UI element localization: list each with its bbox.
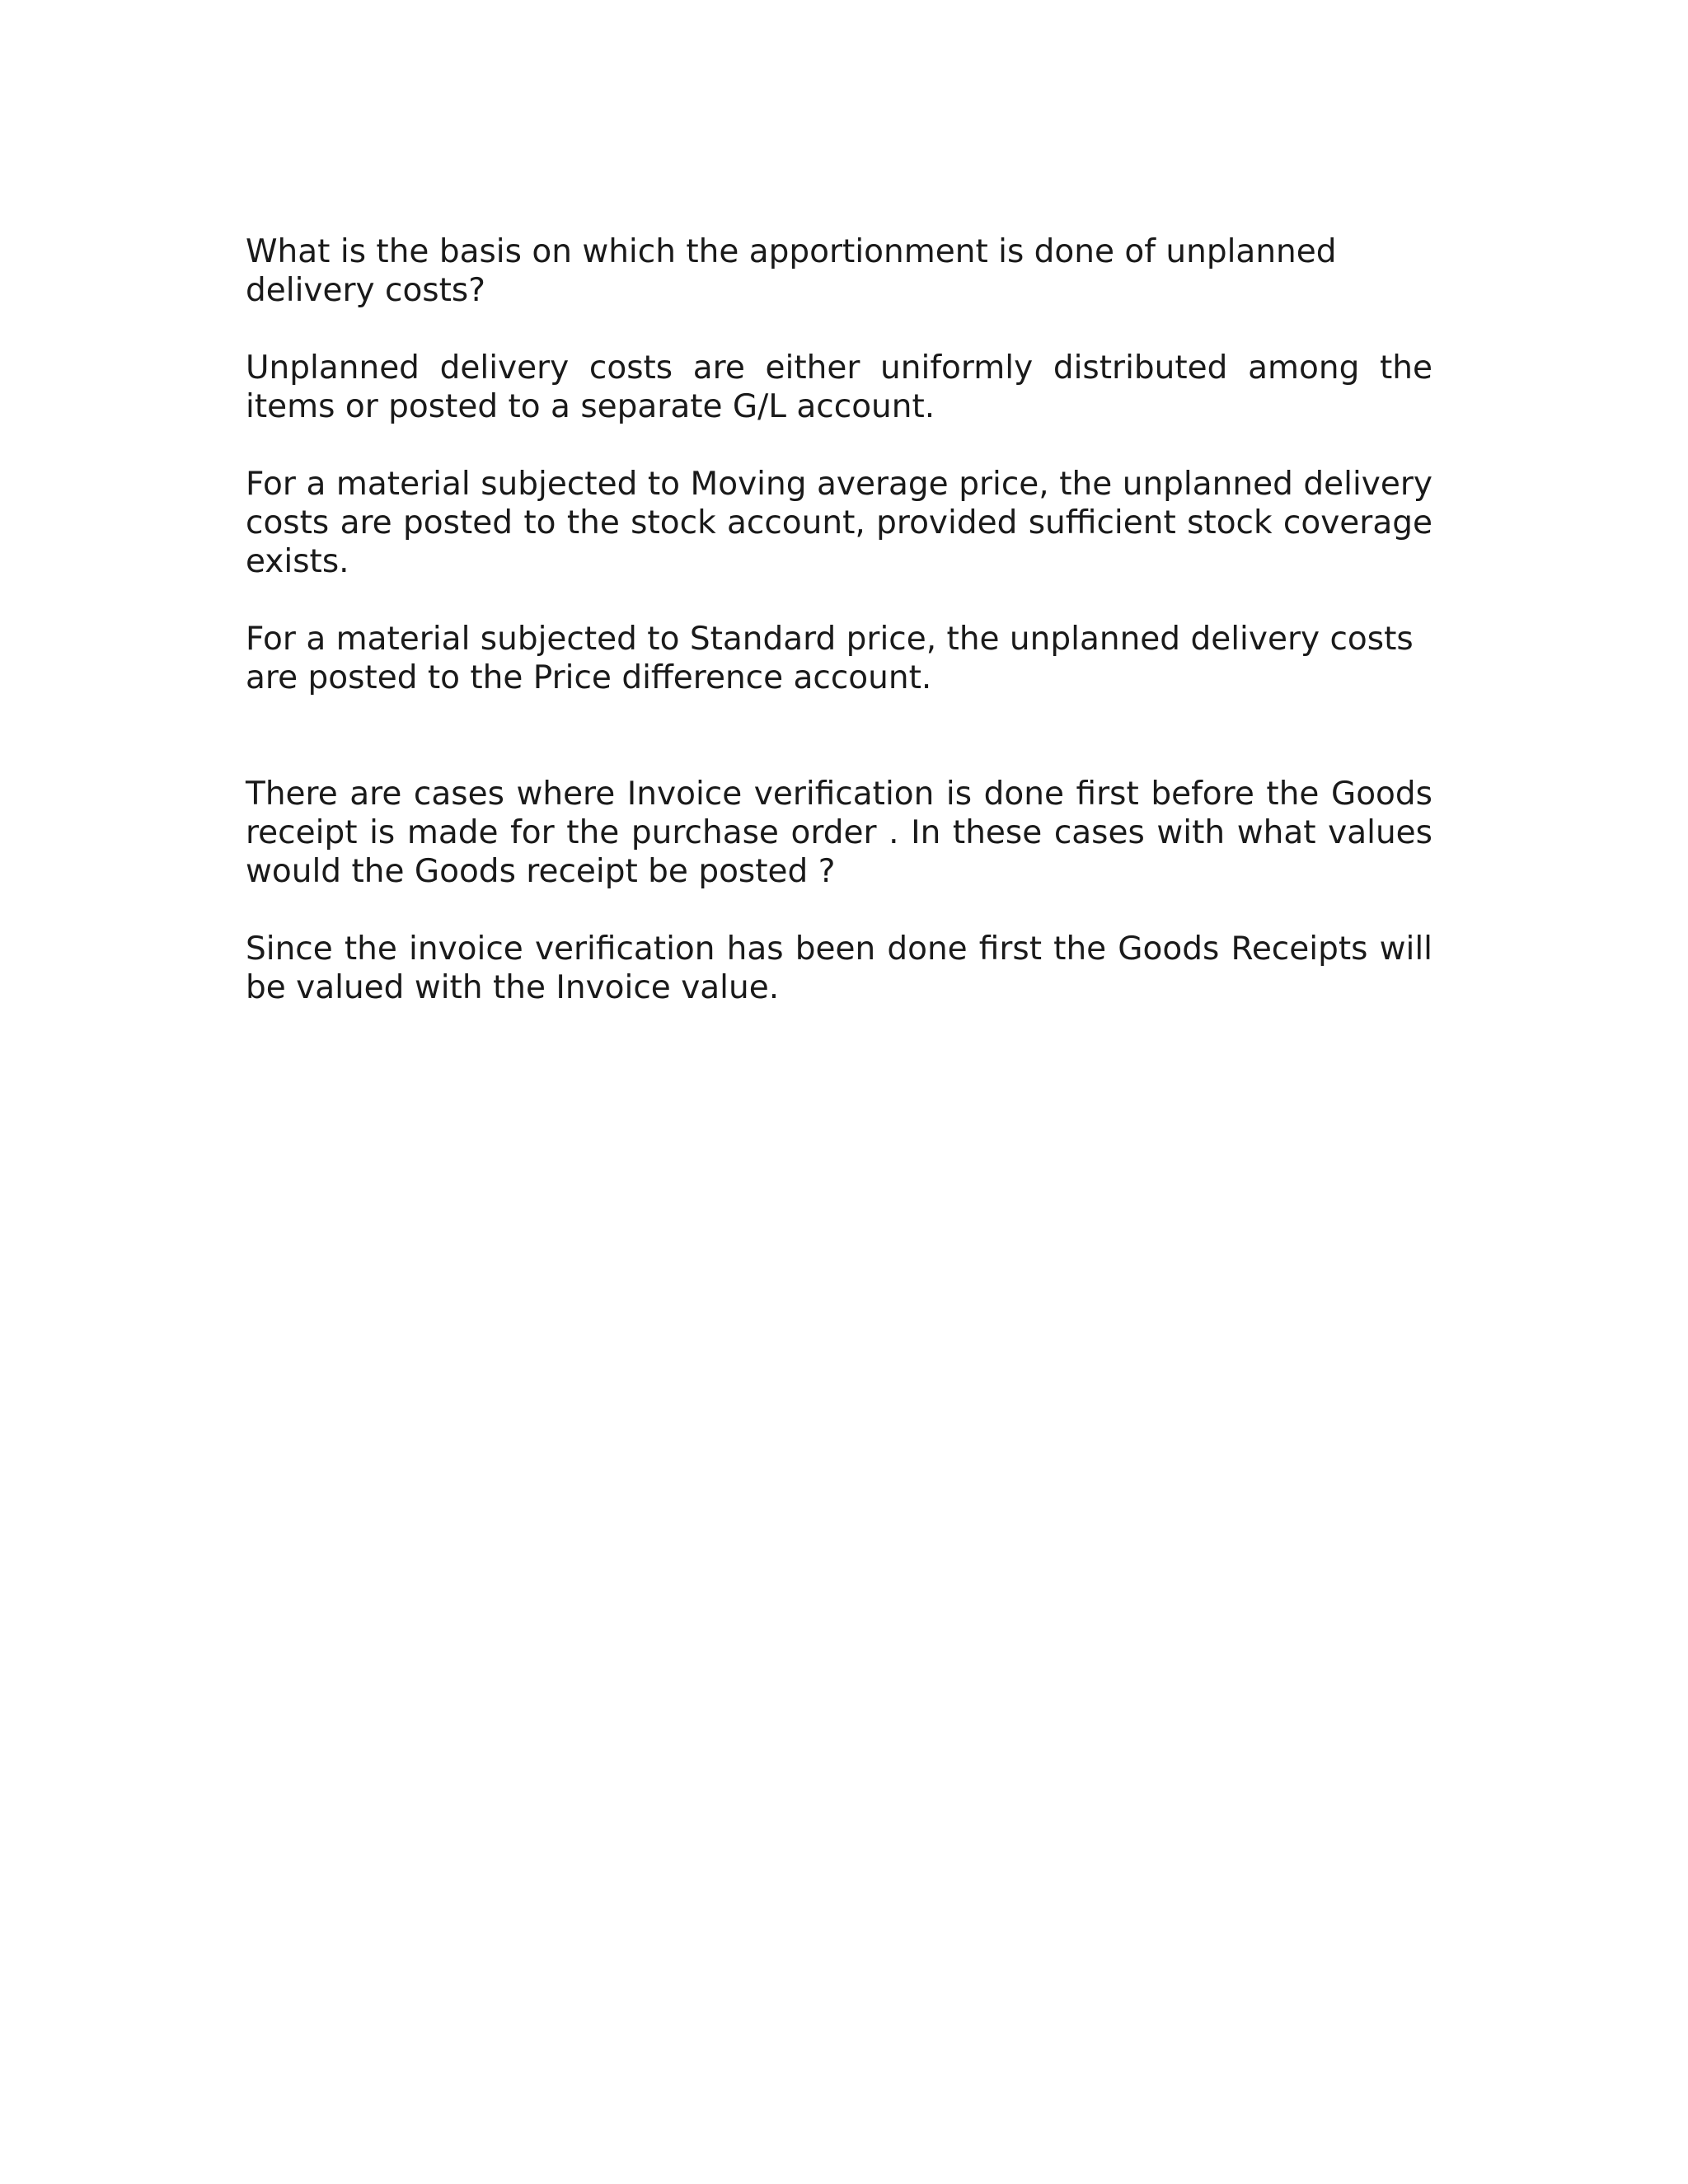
question-goods-receipt-valuation: There are cases where Invoice verification is done first before the Goods receipt is made for the purchase order . In these cases with what values would the Goods receipt be posted ?	[246, 776, 1432, 890]
answer-unplanned-costs-distribution: Unplanned delivery costs are either uniformly distributed among the items or posted to a separate G/L account.	[246, 349, 1432, 425]
answer-goods-receipt-valuation: Since the invoice verification has been done first the Goods Receipts will be valued with the Invoice value.	[246, 930, 1432, 1006]
question-apportionment: What is the basis on which the apportionment is done of unplanned delivery costs?	[246, 233, 1337, 309]
answer-standard-price: For a material subjected to Standard price, the unplanned delivery costs are posted to the Price difference account.	[246, 621, 1414, 696]
document-body	[246, 232, 1432, 1007]
answer-moving-average-price: For a material subjected to Moving average price, the unplanned delivery costs are posted to the stock account, provided sufficient stock coverage exists.	[246, 466, 1432, 580]
